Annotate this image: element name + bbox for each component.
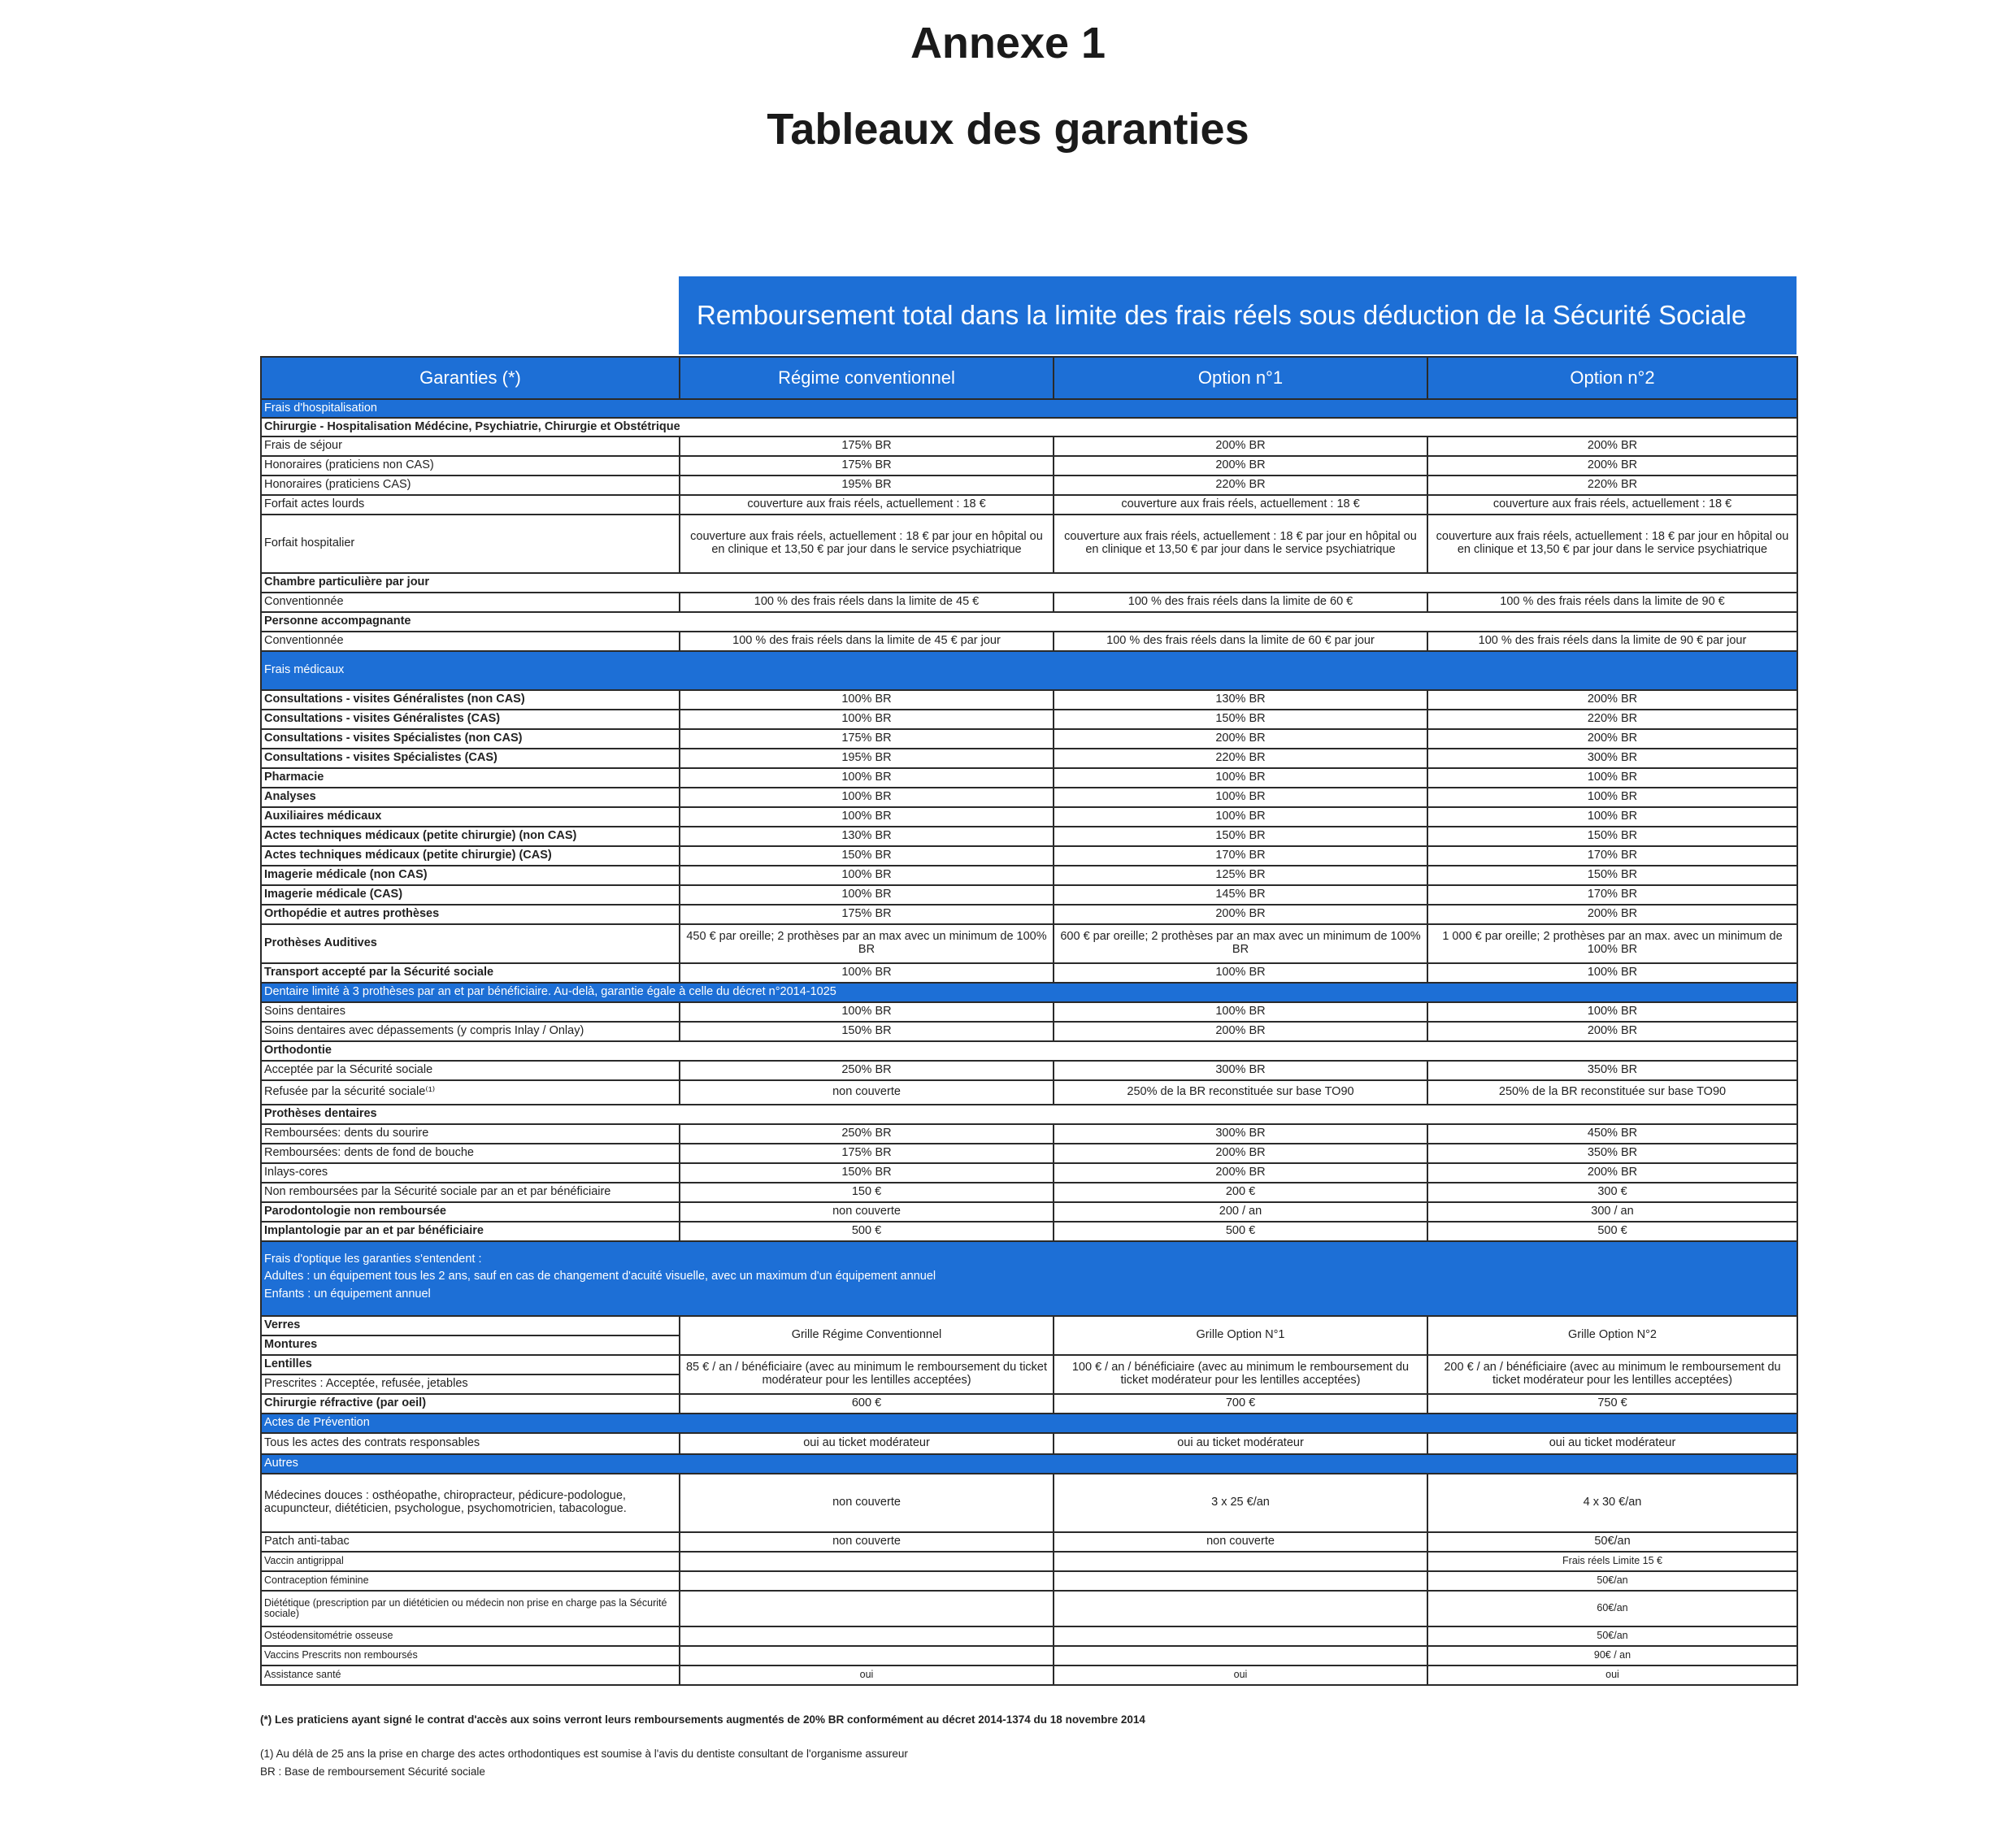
row-label: Non remboursées par la Sécurité sociale par an et par bénéficiaire	[261, 1183, 680, 1202]
table-row	[261, 768, 1797, 788]
optique-note-line: Enfants : un équipement annuel	[264, 1287, 431, 1301]
row-value: 300% BR	[1427, 749, 1797, 768]
row-label: Analyses	[261, 788, 680, 807]
table-row	[261, 1355, 1797, 1375]
table-row	[261, 1394, 1797, 1414]
row-value: 600 € par oreille; 2 prothèses par an max avec un minimum de 100% BR	[1054, 924, 1427, 963]
row-value: 100% BR	[1054, 788, 1427, 807]
row-value: 450% BR	[1427, 1124, 1797, 1144]
table-row	[261, 1144, 1797, 1163]
table-row	[261, 1532, 1797, 1552]
row-label: Inlays-cores	[261, 1163, 680, 1183]
optique-note-line: Adultes : un équipement tous les 2 ans, sauf en cas de changement d'acuité visuelle, avec un maximum d'un équipement annuel	[264, 1270, 936, 1283]
row-label: Consultations - visites Spécialistes (non CAS)	[261, 729, 680, 749]
row-value: 100% BR	[1054, 807, 1427, 827]
row-label: Soins dentaires avec dépassements (y compris Inlay / Onlay)	[261, 1022, 680, 1041]
subsection-row	[261, 1041, 1797, 1061]
table-row	[261, 632, 1797, 651]
row-value: 100 % des frais réels dans la limite de 90 € par jour	[1427, 632, 1797, 651]
row-value: couverture aux frais réels, actuellement : 18 €	[1054, 495, 1427, 515]
row-label: Parodontologie non remboursée	[261, 1202, 680, 1222]
row-value: 100% BR	[1427, 768, 1797, 788]
row-label: Orthopédie et autres prothèses	[261, 905, 680, 924]
table-row	[261, 515, 1797, 573]
row-value: 220% BR	[1054, 749, 1427, 768]
row-value: 50€/an	[1427, 1532, 1797, 1552]
subsection-row	[261, 1105, 1797, 1124]
row-value: oui	[1427, 1665, 1797, 1685]
row-value: 700 €	[1054, 1394, 1427, 1414]
section-label: Dentaire limité à 3 prothèses par an et par bénéficiaire. Au-delà, garantie égale à celle du décret n°2014-1025	[261, 983, 1797, 1002]
row-value: 200 / an	[1054, 1202, 1427, 1222]
table-row	[261, 1061, 1797, 1080]
row-label: Refusée par la sécurité sociale⁽¹⁾	[261, 1080, 680, 1105]
footnote-orthodontie: (1) Au délà de 25 ans la prise en charge des actes orthodontiques est soumise à l'avis du dentiste consultant de l'organisme assureur	[260, 1748, 908, 1760]
row-value: 170% BR	[1427, 846, 1797, 866]
table-row	[261, 1646, 1797, 1665]
row-value: oui	[1054, 1665, 1427, 1685]
row-value: 100 % des frais réels dans la limite de 60 €	[1054, 593, 1427, 612]
row-value: 150% BR	[680, 1163, 1054, 1183]
row-value: 100% BR	[1054, 963, 1427, 983]
table-row	[261, 1626, 1797, 1646]
row-label: Diététique (prescription par un diététicien ou médecin non prise en charge pas la Sécurité sociale)	[261, 1591, 680, 1626]
row-label: Contraception féminine	[261, 1571, 680, 1591]
row-value: 130% BR	[1054, 690, 1427, 710]
row-label: Transport accepté par la Sécurité sociale	[261, 963, 680, 983]
row-value: 500 €	[1427, 1222, 1797, 1241]
row-value: 170% BR	[1427, 885, 1797, 905]
row-value: 200 € / an / bénéficiaire (avec au minimum le remboursement du ticket modérateur pour les lentilles acceptées)	[1427, 1355, 1797, 1394]
table-row	[261, 1002, 1797, 1022]
table-row	[261, 1552, 1797, 1571]
row-label: Actes techniques médicaux (petite chirurgie) (non CAS)	[261, 827, 680, 846]
table-row	[261, 1474, 1797, 1532]
table-row	[261, 1124, 1797, 1144]
column-header-option1: Option n°1	[1054, 357, 1427, 399]
row-value: 300% BR	[1054, 1061, 1427, 1080]
table-row	[261, 1080, 1797, 1105]
row-value: 100 € / an / bénéficiaire (avec au minimum le remboursement du ticket modérateur pour les lentilles acceptées)	[1054, 1355, 1427, 1394]
row-value: 100% BR	[1427, 1002, 1797, 1022]
row-value	[1054, 1591, 1427, 1626]
section-label: Actes de Prévention	[261, 1414, 1797, 1433]
subsection-label: Orthodontie	[261, 1041, 1797, 1061]
row-value: 500 €	[1054, 1222, 1427, 1241]
row-label: Vaccins Prescrits non remboursés	[261, 1646, 680, 1665]
table-row	[261, 456, 1797, 476]
section-label: Frais d'hospitalisation	[261, 399, 1797, 418]
row-value	[680, 1646, 1054, 1665]
row-value: 100% BR	[680, 788, 1054, 807]
row-value: 200% BR	[1054, 436, 1427, 456]
row-label: Imagerie médicale (CAS)	[261, 885, 680, 905]
row-value: 195% BR	[680, 749, 1054, 768]
row-value: 200% BR	[1054, 1144, 1427, 1163]
row-value: 100% BR	[680, 768, 1054, 788]
row-value: 100 % des frais réels dans la limite de 90 €	[1427, 593, 1797, 612]
row-value: 250% de la BR reconstituée sur base TO90	[1054, 1080, 1427, 1105]
subsection-label: Chirurgie - Hospitalisation Médécine, Psychiatrie, Chirurgie et Obstétrique	[261, 418, 1797, 436]
row-label: Honoraires (praticiens non CAS)	[261, 456, 680, 476]
row-label: Forfait actes lourds	[261, 495, 680, 515]
row-value: 85 € / an / bénéficiaire (avec au minimum le remboursement du ticket modérateur pour les lentilles acceptées)	[680, 1355, 1054, 1394]
row-value: 90€ / an	[1427, 1646, 1797, 1665]
row-label: Patch anti-tabac	[261, 1532, 680, 1552]
row-label: Consultations - visites Généralistes (CAS)	[261, 710, 680, 729]
row-value: 50€/an	[1427, 1626, 1797, 1646]
row-value: 250% de la BR reconstituée sur base TO90	[1427, 1080, 1797, 1105]
table-row	[261, 885, 1797, 905]
table-row	[261, 1022, 1797, 1041]
page-subtitle: Tableaux des garanties	[767, 105, 1249, 154]
row-value: 130% BR	[680, 827, 1054, 846]
subsection-row	[261, 573, 1797, 593]
table-row	[261, 1433, 1797, 1454]
row-value: 125% BR	[1054, 866, 1427, 885]
row-value: 100% BR	[680, 963, 1054, 983]
row-value: 175% BR	[680, 436, 1054, 456]
row-value: 350% BR	[1427, 1144, 1797, 1163]
row-value: Grille Option N°2	[1427, 1316, 1797, 1355]
row-value: 200% BR	[1054, 1022, 1427, 1041]
row-value	[1054, 1571, 1427, 1591]
row-value: 150% BR	[1427, 866, 1797, 885]
table-row	[261, 593, 1797, 612]
row-value: 150% BR	[1054, 710, 1427, 729]
row-value: non couverte	[680, 1080, 1054, 1105]
section-header-row	[261, 651, 1797, 690]
table-row	[261, 807, 1797, 827]
row-value: 450 € par oreille; 2 prothèses par an max avec un minimum de 100% BR	[680, 924, 1054, 963]
table-row	[261, 1316, 1797, 1335]
row-value: 100% BR	[1427, 807, 1797, 827]
table-row	[261, 1665, 1797, 1685]
row-value: 200% BR	[1427, 436, 1797, 456]
row-label: Conventionnée	[261, 593, 680, 612]
row-value: 195% BR	[680, 476, 1054, 495]
row-value: 3 x 25 €/an	[1054, 1474, 1427, 1532]
row-label: Soins dentaires	[261, 1002, 680, 1022]
row-value: oui au ticket modérateur	[1054, 1433, 1427, 1454]
row-value: 100 % des frais réels dans la limite de 45 €	[680, 593, 1054, 612]
row-value: 100% BR	[680, 710, 1054, 729]
row-value: 150 €	[680, 1183, 1054, 1202]
row-value: non couverte	[1054, 1532, 1427, 1552]
row-value: oui au ticket modérateur	[1427, 1433, 1797, 1454]
row-value	[680, 1552, 1054, 1571]
row-label: Prescrites : Acceptée, refusée, jetables	[261, 1375, 680, 1394]
row-label: Médecines douces : osthéopathe, chiropracteur, pédicure-podologue, acupuncteur, diététicien, psychologue, psychomotricien, tabacologue.	[261, 1474, 680, 1532]
row-value: 200% BR	[1054, 729, 1427, 749]
row-value: 100% BR	[680, 885, 1054, 905]
row-label: Imagerie médicale (non CAS)	[261, 866, 680, 885]
optique-note	[261, 1241, 1797, 1316]
table-row	[261, 924, 1797, 963]
table-row	[261, 749, 1797, 768]
row-value: 300% BR	[1054, 1124, 1427, 1144]
row-value: 350% BR	[1427, 1061, 1797, 1080]
table-header-row	[261, 357, 1797, 399]
row-value: 200% BR	[1054, 456, 1427, 476]
row-value	[1054, 1552, 1427, 1571]
table-banner: Remboursement total dans la limite des frais réels sous déduction de la Sécurité Sociale	[679, 276, 1797, 354]
row-value: 200 €	[1054, 1183, 1427, 1202]
row-value: non couverte	[680, 1202, 1054, 1222]
row-value: 220% BR	[1427, 476, 1797, 495]
table-row	[261, 1183, 1797, 1202]
table-row	[261, 476, 1797, 495]
subsection-row	[261, 418, 1797, 436]
table-row	[261, 495, 1797, 515]
row-value	[680, 1626, 1054, 1646]
row-value: Frais réels Limite 15 €	[1427, 1552, 1797, 1571]
row-value: 200% BR	[1054, 1163, 1427, 1183]
row-value	[1054, 1626, 1427, 1646]
row-value: 100 % des frais réels dans la limite de 45 € par jour	[680, 632, 1054, 651]
row-value: 1 000 € par oreille; 2 prothèses par an max. avec un minimum de 100% BR	[1427, 924, 1797, 963]
row-value: Grille Option N°1	[1054, 1316, 1427, 1355]
row-label: Acceptée par la Sécurité sociale	[261, 1061, 680, 1080]
section-label: Autres	[261, 1454, 1797, 1474]
row-label: Remboursées: dents du sourire	[261, 1124, 680, 1144]
section-label: Frais médicaux	[261, 651, 1797, 690]
row-value: oui	[680, 1665, 1054, 1685]
row-value: 100% BR	[680, 807, 1054, 827]
section-header-row	[261, 1454, 1797, 1474]
row-value: 100% BR	[680, 1002, 1054, 1022]
table-row	[261, 1222, 1797, 1241]
section-header-row	[261, 399, 1797, 418]
row-value: 200% BR	[1427, 1163, 1797, 1183]
row-label: Consultations - visites Spécialistes (CAS)	[261, 749, 680, 768]
row-value: 250% BR	[680, 1124, 1054, 1144]
table-row	[261, 729, 1797, 749]
row-value: 100% BR	[680, 866, 1054, 885]
table-row	[261, 1571, 1797, 1591]
table-row	[261, 846, 1797, 866]
row-value: 60€/an	[1427, 1591, 1797, 1626]
row-value: Grille Régime Conventionnel	[680, 1316, 1054, 1355]
row-value: 220% BR	[1054, 476, 1427, 495]
footnote-cas: (*) Les praticiens ayant signé le contrat d'accès aux soins verront leurs remboursements augmentés de 20% BR conformément au décret 2014-1374 du 18 novembre 2014	[260, 1713, 1145, 1726]
column-header-garanties: Garanties (*)	[261, 357, 680, 399]
row-value: 220% BR	[1427, 710, 1797, 729]
row-value: 100% BR	[1427, 963, 1797, 983]
row-value: 300 €	[1427, 1183, 1797, 1202]
row-value	[1054, 1646, 1427, 1665]
section-header-row	[261, 983, 1797, 1002]
subsection-row	[261, 612, 1797, 632]
row-value: 175% BR	[680, 905, 1054, 924]
row-value: 4 x 30 €/an	[1427, 1474, 1797, 1532]
row-value: 100% BR	[680, 690, 1054, 710]
row-value: 200% BR	[1427, 690, 1797, 710]
row-value: 175% BR	[680, 456, 1054, 476]
row-value: 150% BR	[1054, 827, 1427, 846]
row-value: 750 €	[1427, 1394, 1797, 1414]
row-value: 100% BR	[1054, 1002, 1427, 1022]
row-value: 175% BR	[680, 1144, 1054, 1163]
row-value: 150% BR	[1427, 827, 1797, 846]
row-value: 600 €	[680, 1394, 1054, 1414]
table-row	[261, 827, 1797, 846]
row-value	[680, 1571, 1054, 1591]
row-label: Conventionnée	[261, 632, 680, 651]
row-label: Prothèses Auditives	[261, 924, 680, 963]
column-header-option2: Option n°2	[1427, 357, 1797, 399]
table-row	[261, 436, 1797, 456]
row-value: 150% BR	[680, 846, 1054, 866]
row-label: Implantologie par an et par bénéficiaire	[261, 1222, 680, 1241]
table-row	[261, 1163, 1797, 1183]
row-value: couverture aux frais réels, actuellement : 18 € par jour en hôpital ou en clinique et 13,50 € par jour dans le service psychiatrique	[1054, 515, 1427, 573]
row-value: 150% BR	[680, 1022, 1054, 1041]
row-value: 300 / an	[1427, 1202, 1797, 1222]
table-row	[261, 866, 1797, 885]
row-value: 250% BR	[680, 1061, 1054, 1080]
row-label: Pharmacie	[261, 768, 680, 788]
row-label: Tous les actes des contrats responsables	[261, 1433, 680, 1454]
row-label: Vaccin antigrippal	[261, 1552, 680, 1571]
table-row	[261, 690, 1797, 710]
row-value: non couverte	[680, 1474, 1054, 1532]
table-row	[261, 710, 1797, 729]
table-row	[261, 963, 1797, 983]
row-value: oui au ticket modérateur	[680, 1433, 1054, 1454]
row-label: Verres	[261, 1316, 680, 1335]
row-value: 200% BR	[1427, 1022, 1797, 1041]
row-label: Chirurgie réfractive (par oeil)	[261, 1394, 680, 1414]
table-row	[261, 1591, 1797, 1626]
row-value: 100% BR	[1054, 768, 1427, 788]
row-value: 200% BR	[1054, 905, 1427, 924]
row-value: couverture aux frais réels, actuellement : 18 € par jour en hôpital ou en clinique et 13,50 € par jour dans le service psychiatrique	[680, 515, 1054, 573]
column-header-regime: Régime conventionnel	[680, 357, 1054, 399]
subsection-label: Chambre particulière par jour	[261, 573, 1797, 593]
page-title: Annexe 1	[910, 19, 1106, 67]
row-label: Remboursées: dents de fond de bouche	[261, 1144, 680, 1163]
row-label: Auxiliaires médicaux	[261, 807, 680, 827]
row-value: 200% BR	[1427, 729, 1797, 749]
subsection-label: Prothèses dentaires	[261, 1105, 1797, 1124]
section-header-row	[261, 1414, 1797, 1433]
row-label: Actes techniques médicaux (petite chirurgie) (CAS)	[261, 846, 680, 866]
row-value: 170% BR	[1054, 846, 1427, 866]
row-label: Montures	[261, 1335, 680, 1355]
row-label: Lentilles	[261, 1355, 680, 1375]
row-value: 145% BR	[1054, 885, 1427, 905]
row-value: non couverte	[680, 1532, 1054, 1552]
row-label: Consultations - visites Généralistes (non CAS)	[261, 690, 680, 710]
optique-section-row	[261, 1241, 1797, 1316]
row-label: Assistance santé	[261, 1665, 680, 1685]
table-row	[261, 1202, 1797, 1222]
row-value: couverture aux frais réels, actuellement : 18 € par jour en hôpital ou en clinique et 13,50 € par jour dans le service psychiatrique	[1427, 515, 1797, 573]
row-value: couverture aux frais réels, actuellement : 18 €	[680, 495, 1054, 515]
row-value: 100% BR	[1427, 788, 1797, 807]
row-label: Forfait hospitalier	[261, 515, 680, 573]
optique-note-line: Frais d'optique les garanties s'entendent :	[264, 1252, 482, 1266]
footnote-br: BR : Base de remboursement Sécurité sociale	[260, 1765, 485, 1778]
subsection-label: Personne accompagnante	[261, 612, 1797, 632]
row-label: Honoraires (praticiens CAS)	[261, 476, 680, 495]
guarantees-table	[260, 356, 1798, 1686]
row-label: Frais de séjour	[261, 436, 680, 456]
row-value: 100 % des frais réels dans la limite de 60 € par jour	[1054, 632, 1427, 651]
row-value	[680, 1591, 1054, 1626]
row-value: 200% BR	[1427, 456, 1797, 476]
row-value: 500 €	[680, 1222, 1054, 1241]
row-value: 175% BR	[680, 729, 1054, 749]
row-value: 200% BR	[1427, 905, 1797, 924]
table-row	[261, 788, 1797, 807]
row-value: 50€/an	[1427, 1571, 1797, 1591]
row-label: Ostéodensitométrie osseuse	[261, 1626, 680, 1646]
row-value: couverture aux frais réels, actuellement : 18 €	[1427, 495, 1797, 515]
table-row	[261, 905, 1797, 924]
